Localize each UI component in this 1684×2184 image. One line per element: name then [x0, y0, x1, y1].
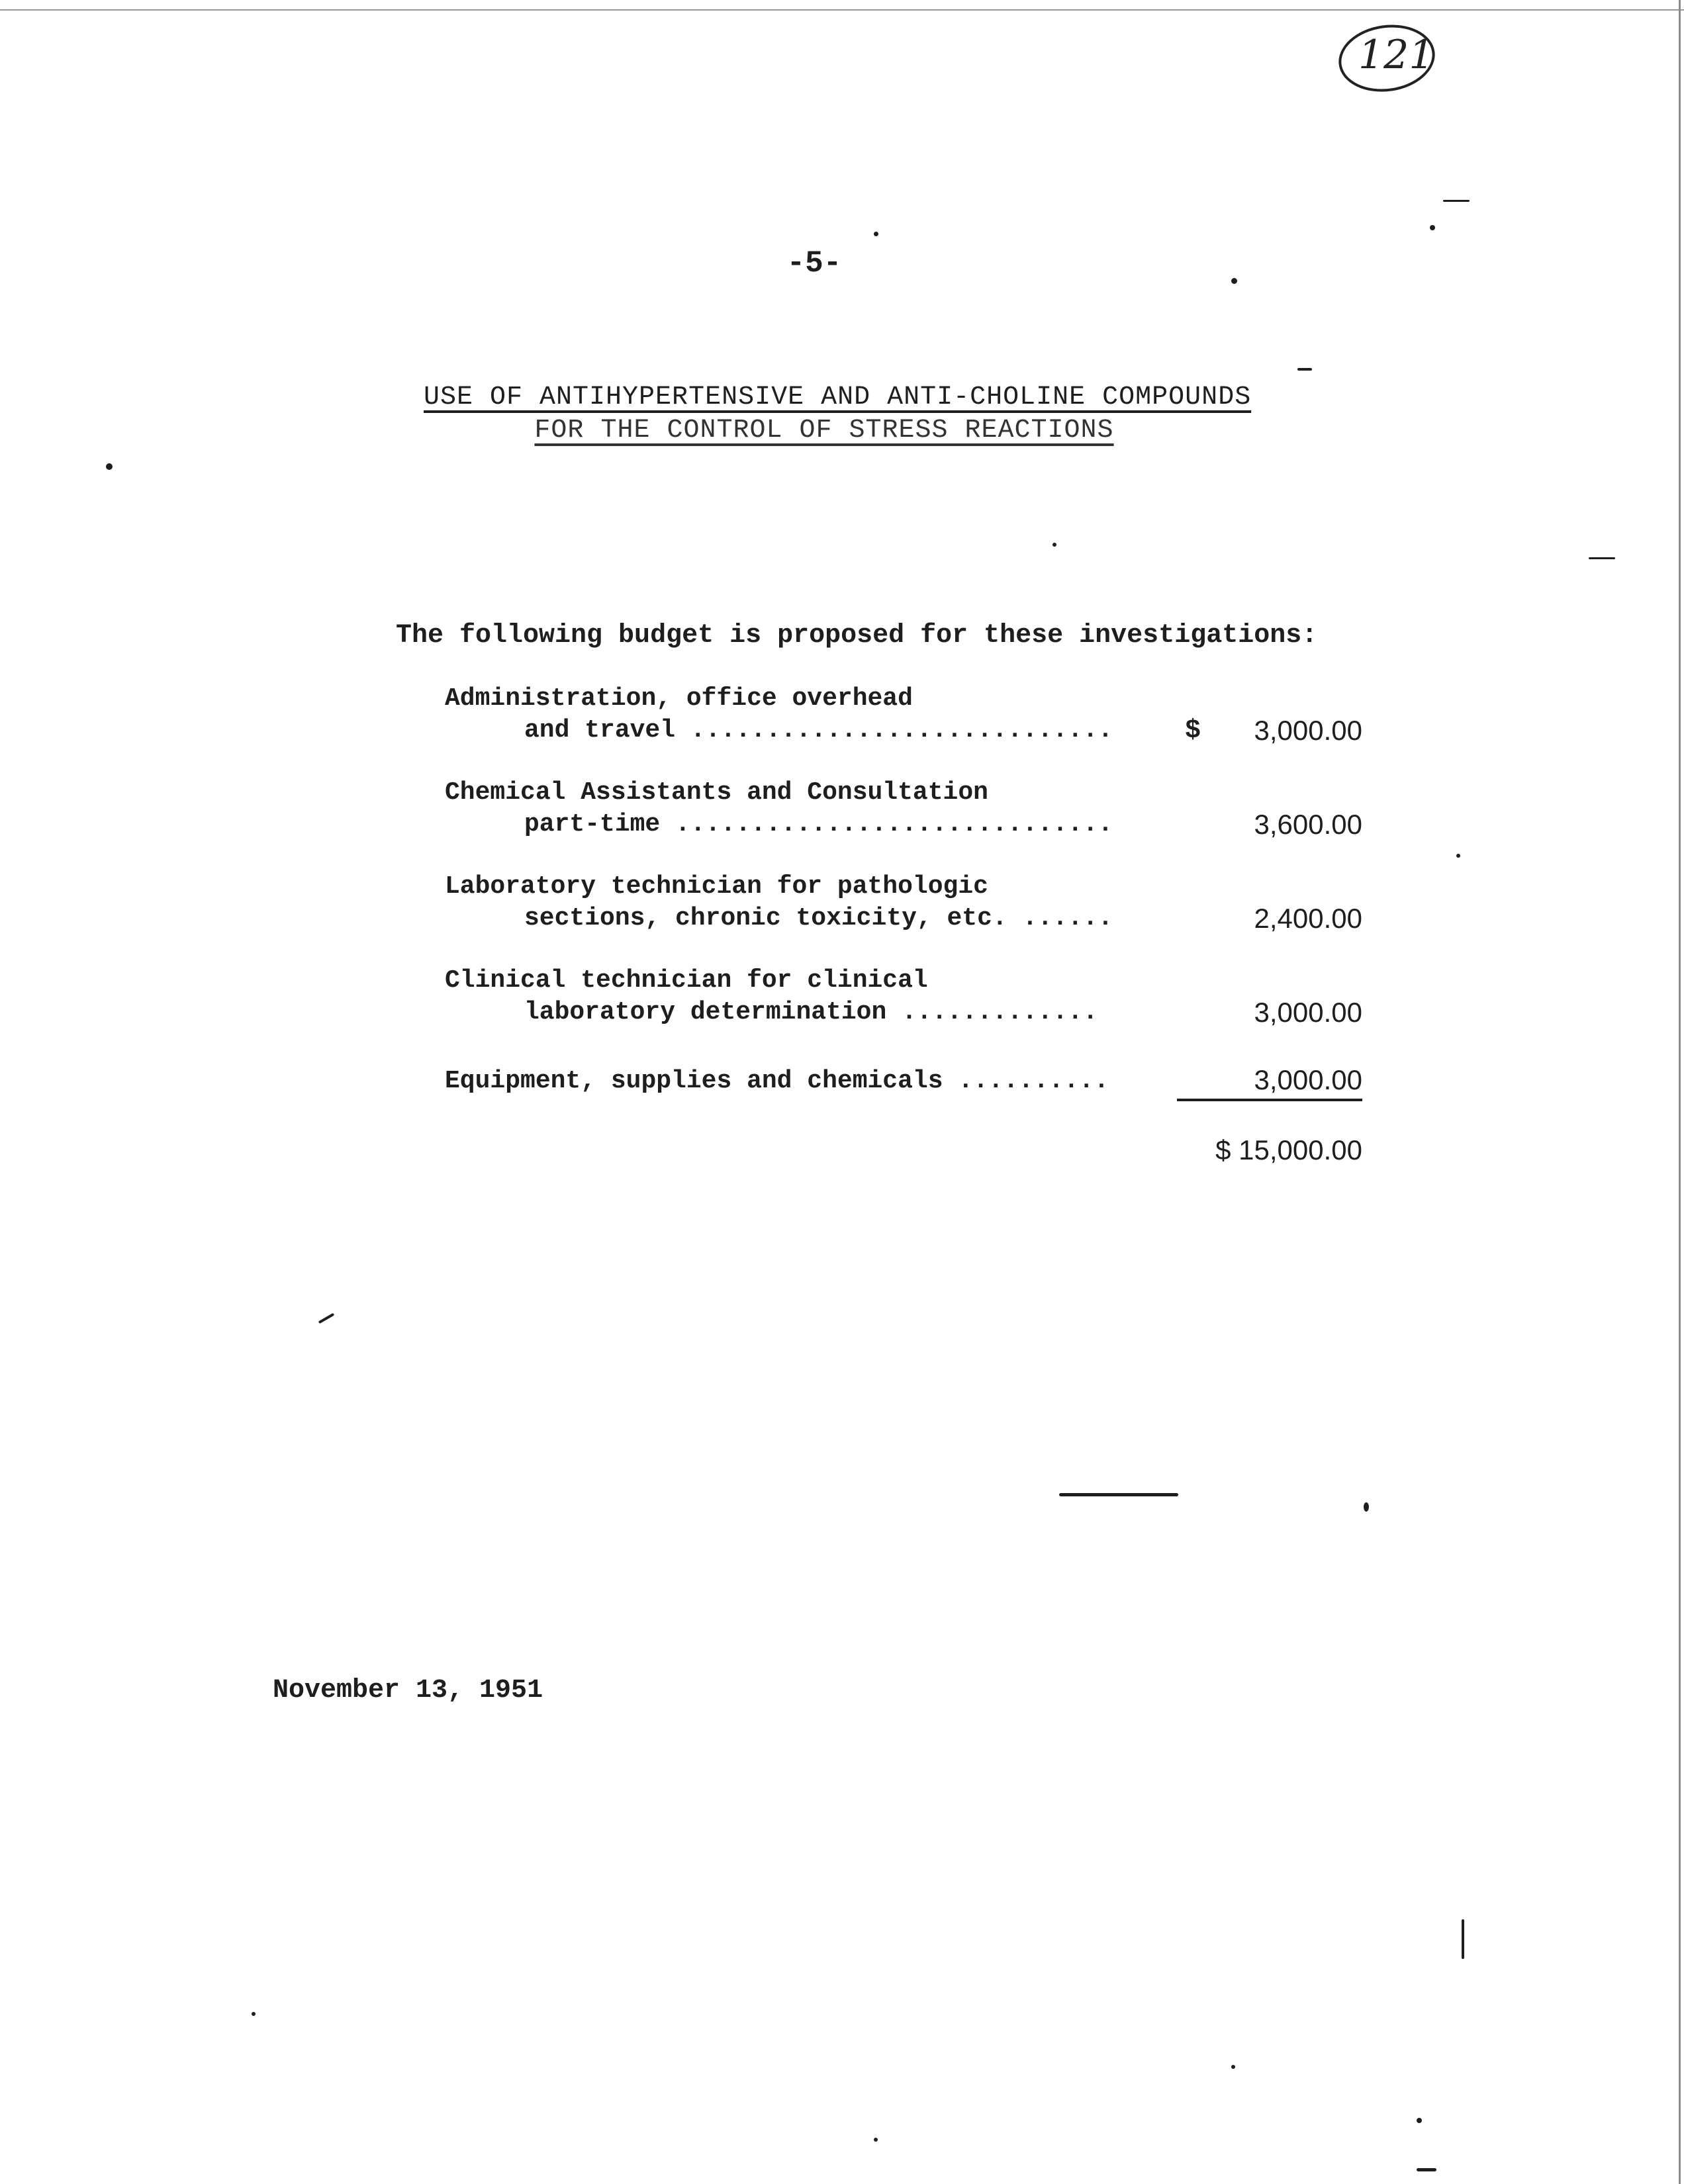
scan-speck: [1052, 543, 1056, 547]
page-right-edge: [1679, 0, 1681, 2184]
scan-speck: [874, 2138, 878, 2142]
budget-item-label-continued: and travel ............................: [524, 716, 1113, 745]
budget-item-amount: 2,400.00: [1254, 903, 1362, 934]
page-top-edge: [0, 9, 1684, 11]
budget-item-clinical-technician: [445, 966, 1372, 1060]
budget-item-administration: [445, 684, 1372, 778]
document-title-line-1: USE OF ANTIHYPERTENSIVE AND ANTI-CHOLINE COMPOUNDS: [424, 383, 1252, 412]
stray-mark: [1297, 368, 1312, 371]
scan-speck: [1417, 2118, 1422, 2123]
scan-speck: [106, 463, 113, 470]
budget-item-equipment: [445, 1060, 1372, 1126]
scan-speck: [1430, 225, 1435, 230]
scan-speck: [252, 2012, 256, 2016]
budget-item-amount: 3,000.00: [1254, 997, 1362, 1028]
budget-item-label: Equipment, supplies and chemicals ..........: [445, 1067, 1109, 1095]
budget-item-label: Chemical Assistants and Consultation: [445, 778, 988, 807]
scan-speck: [874, 232, 878, 236]
budget-item-label: Administration, office overhead: [445, 684, 913, 713]
budget-item-amount: 3,000.00: [1254, 715, 1362, 746]
handwritten-page-number: 121: [1358, 32, 1434, 78]
budget-total-row: [445, 1126, 1372, 1179]
budget-item-label: Laboratory technician for pathologic: [445, 872, 988, 901]
budget-total-amount: $ 15,000.00: [1215, 1134, 1362, 1165]
budget-intro: The following budget is proposed for these investigations:: [396, 621, 1318, 651]
budget-item-label-continued: sections, chronic toxicity, etc. ......: [524, 904, 1113, 933]
stray-mark: [318, 1313, 335, 1324]
scan-speck: [1456, 854, 1460, 858]
currency-symbol: $: [1185, 716, 1201, 746]
scan-speck: [1231, 2065, 1235, 2069]
budget-item-label-continued: laboratory determination .............: [524, 998, 1098, 1026]
document-title-line-2: FOR THE CONTROL OF STRESS REACTIONS: [534, 416, 1114, 445]
budget-item-label: Clinical technician for clinical: [445, 966, 928, 995]
stray-mark: [1462, 1919, 1464, 1959]
stray-mark: [1589, 557, 1615, 559]
scan-speck: [1364, 1502, 1369, 1512]
budget-item-amount: 3,000.00: [1177, 1064, 1362, 1101]
stray-mark: [1443, 200, 1470, 202]
stray-mark: [1417, 2168, 1436, 2171]
stray-mark: [1059, 1493, 1178, 1496]
document-date: November 13, 1951: [273, 1676, 543, 1706]
sheet-number: -5-: [786, 246, 842, 281]
budget-table: [445, 684, 1372, 1179]
budget-item-amount: 3,600.00: [1254, 809, 1362, 840]
scan-speck: [1231, 278, 1237, 284]
budget-item-chemical-assistants: [445, 778, 1372, 872]
budget-item-label-continued: part-time .............................: [524, 810, 1113, 839]
budget-item-laboratory-technician: [445, 872, 1372, 966]
